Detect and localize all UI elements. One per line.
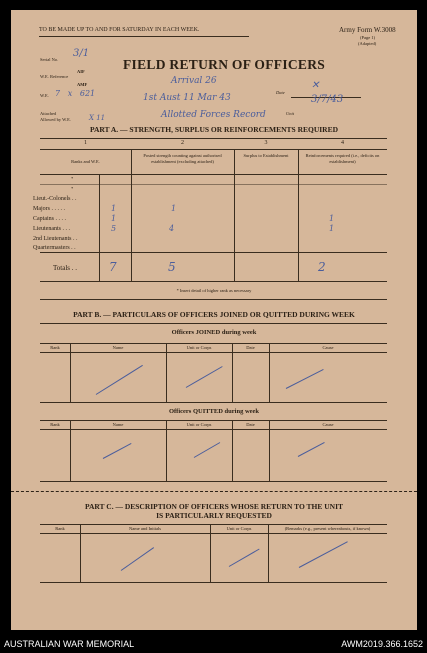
row-label-2nd-lieutenants: 2nd Lieutenants . .: [33, 236, 78, 242]
joined-rule-header: [40, 352, 387, 353]
joined-strike-unit: [186, 366, 223, 388]
col-num-2: 2: [181, 140, 184, 146]
col-header-posted: Posted strength counting against authorised establishment (excluding attached): [143, 153, 222, 164]
handwritten-mark: ✕: [311, 80, 320, 91]
col-num-4: 4: [341, 140, 344, 146]
part-a-heading: PART A. — STRENGTH, SURPLUS OR REINFORCEMENTS REQUIRED: [89, 125, 339, 134]
footer-institution: AUSTRALIAN WAR MEMORIAL: [4, 639, 135, 649]
joined-col-divider-3: [232, 343, 233, 402]
part-c-rule-header: [40, 533, 387, 534]
part-c-col-divider-3: [268, 524, 269, 582]
joined-col-unit: Unit or Corps: [186, 345, 212, 350]
joined-col-date: Date: [246, 345, 255, 350]
part-c-col-divider-1: [80, 524, 81, 582]
row-label-lieutenants: Lieutenants . . .: [33, 226, 70, 232]
page-note: (Page 1): [360, 35, 376, 40]
joined-col-divider-2: [166, 343, 167, 402]
captains-we-value: 1: [111, 214, 117, 223]
part-b-rule-heading: [40, 323, 387, 324]
form-title: FIELD RETURN OF OFFICERS: [123, 57, 326, 72]
joined-rule-bottom: [40, 402, 387, 403]
quitted-strike-unit: [194, 442, 220, 458]
adapted-note: (Adapted): [358, 41, 377, 46]
row-label-quartermasters: Quartermasters . .: [33, 245, 76, 251]
part-a-col-divider-2: [234, 149, 235, 281]
handwritten-date: 3/7/43: [311, 94, 344, 105]
part-a-col-divider-1: [131, 149, 132, 281]
part-c-col-unit: Unit or Corps: [226, 526, 252, 531]
unit-label: Unit: [286, 111, 295, 116]
we-ref-label: W.E. Reference: [40, 74, 69, 79]
joined-strike-cause: [286, 369, 324, 389]
joined-title: Officers JOINED during week: [171, 329, 257, 336]
top-rule: [39, 36, 249, 37]
footer-accession-number: AWM2019.366.1652: [341, 639, 423, 649]
lieutenants-reinf-value: 1: [329, 224, 335, 233]
handwritten-line-1: Arrival 26: [171, 76, 217, 86]
part-b-rule-top: [40, 299, 387, 300]
quitted-col-cause: Cause: [322, 422, 334, 427]
we-handwritten: 7 x 621: [55, 89, 96, 98]
quitted-col-date: Date: [246, 422, 255, 427]
row-label-captains: Captains . . . .: [33, 216, 66, 222]
totals-label: Totals . .: [53, 264, 78, 272]
joined-rule-top: [40, 343, 387, 344]
part-a-rule-nums: [40, 149, 387, 150]
perforation-line: [11, 491, 417, 492]
quitted-rule-top: [40, 420, 387, 421]
totals-posted-value: 5: [168, 260, 176, 274]
joined-col-cause: Cause: [322, 345, 334, 350]
part-c-col-remarks: (Remarks (e.g., present whereabouts, if known): [284, 526, 371, 531]
joined-col-divider-4: [269, 343, 270, 402]
quitted-rule-header: [40, 429, 387, 430]
joined-col-divider-1: [70, 343, 71, 402]
quitted-title: Officers QUITTED during week: [168, 408, 260, 415]
aif-label: AIF: [77, 69, 85, 74]
part-c-heading-line-2: IS PARTICULARLY REQUESTED: [156, 511, 272, 520]
allowed-handwritten: X 11: [89, 114, 106, 122]
quitted-strike-name: [103, 443, 132, 459]
quitted-col-divider-2: [166, 420, 167, 481]
part-c-strike-unit: [229, 549, 260, 567]
majors-posted-value: 1: [171, 204, 177, 213]
amf-label: AMF: [77, 82, 88, 87]
quitted-col-rank: Rank: [50, 422, 60, 427]
part-c-strike-name: [121, 547, 154, 571]
attached-label: Attached: [40, 111, 57, 116]
allowed-label: Allowed by W.E.: [40, 117, 71, 122]
joined-col-name: Name: [112, 345, 124, 350]
quitted-col-divider-3: [232, 420, 233, 481]
star-marker-1: *: [71, 176, 74, 181]
part-c-col-name: Name and Initials: [129, 526, 161, 531]
part-c-heading-line-1: PART C. — DESCRIPTION OF OFFICERS WHOSE RETURN TO THE UNIT: [84, 502, 344, 511]
top-instruction: TO BE MADE UP TO AND FOR SATURDAY IN EACH WEEK.: [39, 27, 200, 33]
part-a-footnote: * Insert detail of higher rank as necessary: [176, 288, 252, 293]
quitted-col-name: Name: [112, 422, 124, 427]
part-a-subcol-divider: [99, 174, 100, 281]
handwritten-line-2: 1st Aust 11 Mar 43: [143, 93, 231, 103]
captains-reinf-value: 1: [329, 214, 335, 223]
part-a-col-divider-3: [298, 149, 299, 281]
row-label-majors: Majors . . . . .: [33, 206, 65, 212]
joined-strike-name: [96, 365, 143, 395]
part-c-rule-top: [40, 524, 387, 525]
majors-we-value: 1: [111, 204, 117, 213]
date-label: Date: [276, 90, 285, 95]
part-c-col-divider-2: [210, 524, 211, 582]
totals-reinf-value: 2: [318, 260, 326, 274]
form-sheet: [11, 10, 417, 630]
lieutenants-posted-value: 4: [169, 224, 175, 233]
totals-we-value: 7: [109, 260, 117, 274]
col-num-3: 3: [264, 140, 268, 146]
joined-col-rank: Rank: [50, 345, 60, 350]
serial-number-handwritten: 3/1: [73, 48, 90, 59]
part-a-rule-header: [40, 174, 387, 175]
quitted-rule-bottom: [40, 481, 387, 482]
col-header-ranks: Ranks and W.E.: [71, 159, 100, 164]
quitted-col-unit: Unit or Corps: [186, 422, 212, 427]
part-c-col-rank: Rank: [55, 526, 65, 531]
part-c-strike-remarks: [299, 541, 348, 568]
col-header-surplus: Surplus to Establishment: [243, 153, 289, 158]
lieutenants-we-value: 5: [111, 224, 117, 233]
serial-label: Serial No.: [40, 57, 59, 62]
part-a-star-rule: [40, 184, 387, 185]
part-c-rule-bottom: [40, 582, 387, 583]
quitted-col-divider-4: [269, 420, 270, 481]
row-label-lieut-colonels: Lieut.-Colonels . .: [33, 196, 77, 202]
col-header-reinforcements: Reinforcements required (i.e., deficits on establishment): [305, 153, 380, 164]
quitted-col-divider-1: [70, 420, 71, 481]
star-marker-2: *: [71, 186, 74, 191]
part-a-rule-top: [40, 138, 387, 139]
form-id: Army Form W.3008: [339, 26, 396, 34]
part-b-heading: PART B. — PARTICULARS OF OFFICERS JOINED OR QUITTED DURING WEEK: [73, 310, 355, 319]
we-label: W.E.: [40, 93, 49, 98]
part-a-rule-bottom: [40, 281, 387, 282]
handwritten-unit: Allotted Forces Record: [161, 110, 266, 120]
col-num-1: 1: [84, 140, 87, 146]
part-a-rule-totals: [40, 252, 387, 253]
quitted-strike-cause: [298, 442, 325, 457]
